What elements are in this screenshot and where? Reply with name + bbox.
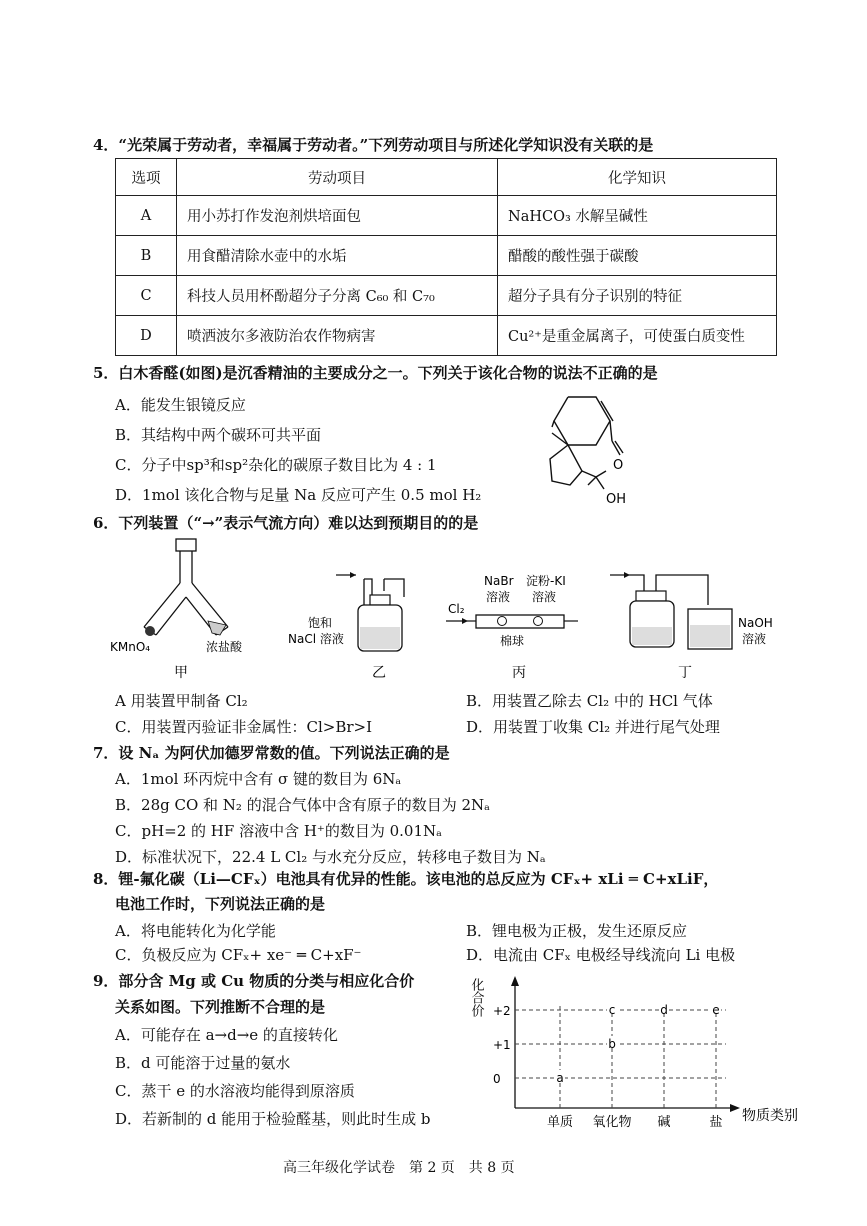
label-ding: 丁 [678, 665, 692, 681]
table-cell: 喷洒波尔多液防治农作物病害 [177, 316, 498, 356]
q8-option-b: B．锂电极为正极，发生还原反应 [466, 922, 688, 940]
q9-option-c: C．蒸干 e 的水溶液均能得到原溶质 [115, 1082, 355, 1100]
q5-option-a: A．能发生银镜反应 [115, 396, 246, 414]
table-header: 选项 [116, 159, 177, 196]
q9-option-d: D．若新制的 d 能用于检验醛基，则此时生成 b [115, 1110, 431, 1128]
table-cell: C [116, 276, 177, 316]
label-naoh1: NaOH [738, 616, 773, 630]
q5-stem: 5．白木香醛(如图)是沉香精油的主要成分之一。下列关于该化合物的说法不正确的是 [93, 364, 658, 382]
q7-option-d: D．标准状况下，22.4 L Cl₂ 与水充分反应，转移电子数目为 Nₐ [115, 848, 546, 866]
apparatus-figure [108, 535, 798, 683]
label-bing: 丙 [512, 665, 526, 681]
label-yi: 乙 [372, 665, 386, 681]
q9-option-b: B．d 可能溶于过量的氨水 [115, 1054, 291, 1072]
q4-table [115, 158, 777, 356]
valence-chart [460, 968, 810, 1133]
q8-option-c: C．负极反应为 CFₓ+ xe⁻ ═ C+xF⁻ [115, 946, 362, 964]
table-cell: D [116, 316, 177, 356]
label-o: O [613, 458, 624, 473]
table-cell: 醋酸的酸性强于碳酸 [498, 236, 777, 276]
label-ki2: 溶液 [532, 590, 557, 604]
table-cell: Cu²⁺是重金属离子，可使蛋白质变性 [498, 316, 777, 356]
table-row [116, 316, 777, 356]
table-header: 劳动项目 [177, 159, 498, 196]
q6-option-c: C．用装置丙验证非金属性：Cl>Br>I [115, 718, 373, 736]
y-tick-label: +1 [493, 1038, 511, 1052]
molecule-structure [530, 385, 670, 510]
data-point-label: c [608, 1003, 616, 1017]
data-point-label: d [660, 1003, 668, 1017]
table-cell: 用食醋清除水壶中的水垢 [177, 236, 498, 276]
q6-option-d: D．用装置丁收集 Cl₂ 并进行尾气处理 [466, 718, 720, 736]
table-header-row [116, 159, 777, 196]
table-cell: 超分子具有分子识别的特征 [498, 276, 777, 316]
label-nacl1: 饱和 [308, 616, 333, 630]
y-tick-label: 0 [493, 1072, 501, 1086]
q5-option-d: D．1mol 该化合物与足量 Na 反应可产生 0.5 mol H₂ [115, 486, 482, 504]
table-cell: 科技人员用杯酚超分子分离 C₆₀ 和 C₇₀ [177, 276, 498, 316]
q9-stem-line1: 9．部分含 Mg 或 Cu 物质的分类与相应化合价 [93, 972, 415, 990]
data-point-label: b [608, 1037, 616, 1051]
label-mianqiu: 棉球 [500, 634, 525, 648]
page-footer: 高三年级化学试卷 第 2 页 共 8 页 [283, 1160, 515, 1176]
label-oh: OH [606, 492, 627, 507]
label-jia: 甲 [174, 665, 188, 681]
q8-option-d: D．电流由 CFₓ 电极经导线流向 Li 电极 [466, 946, 736, 964]
x-tick-label: 碱 [657, 1115, 671, 1130]
label-cl2: Cl₂ [448, 602, 465, 616]
q7-option-a: A．1mol 环丙烷中含有 σ 键的数目为 6Nₐ [115, 770, 402, 788]
label-nabr2: 溶液 [486, 590, 511, 604]
table-cell: 用小苏打作发泡剂烘培面包 [177, 196, 498, 236]
q6-option-a: A 用装置甲制备 Cl₂ [115, 692, 248, 710]
table-row [116, 196, 777, 236]
q7-option-b: B．28g CO 和 N₂ 的混合气体中含有原子的数目为 2Nₐ [115, 796, 490, 814]
q8-option-a: A．将电能转化为化学能 [115, 922, 276, 940]
table-cell: NaHCO₃ 水解呈碱性 [498, 196, 777, 236]
apparatus-jia [110, 539, 243, 681]
label-ki1: 淀粉-KI [526, 574, 566, 588]
x-tick-label: 盐 [709, 1115, 723, 1130]
q7-option-c: C．pH=2 的 HF 溶液中含 H⁺的数目为 0.01Nₐ [115, 822, 442, 840]
q6-option-b: B．用装置乙除去 Cl₂ 中的 HCl 气体 [466, 692, 713, 710]
q9-stem-line2: 关系如图。下列推断不合理的是 [115, 998, 326, 1016]
data-point-label: e [712, 1003, 720, 1017]
table-row [116, 276, 777, 316]
label-naoh2: 溶液 [742, 632, 767, 646]
q5-option-b: B．其结构中两个碳环可共平面 [115, 426, 322, 444]
label-nacl2: NaCl 溶液 [288, 632, 344, 646]
q5-option-c: C．分子中sp³和sp²杂化的碳原子数目比为 4 : 1 [115, 456, 437, 474]
apparatus-bing [446, 573, 578, 681]
x-tick-label: 氧化物 [592, 1115, 632, 1130]
label-hcl: 浓盐酸 [206, 640, 243, 654]
data-point-label: a [556, 1071, 564, 1085]
table-cell: A [116, 196, 177, 236]
q8-stem-line2: 电池工作时，下列说法正确的是 [115, 895, 326, 913]
q4-stem: 4．“光荣属于劳动者，幸福属于劳动者。”下列劳动项目与所述化学知识没有关联的是 [93, 136, 654, 154]
x-tick-label: 单质 [546, 1115, 574, 1130]
label-kmno4: KMnO₄ [110, 640, 151, 654]
y-tick-label: +2 [493, 1004, 511, 1018]
apparatus-ding [610, 572, 773, 681]
apparatus-yi [288, 572, 404, 681]
kmno4-solid [145, 626, 155, 636]
x-axis-label: 物质类别 [742, 1108, 798, 1124]
table-cell: B [116, 236, 177, 276]
label-nabr1: NaBr [484, 574, 514, 588]
q7-stem: 7．设 Nₐ 为阿伏加德罗常数的值。下列说法正确的是 [93, 744, 450, 762]
q8-stem-line1: 8．锂-氟化碳（Li—CFₓ）电池具有优异的性能。该电池的总反应为 CFₓ+ xLi ═ C+xLiF， [93, 870, 719, 888]
q9-option-a: A．可能存在 a→d→e 的直接转化 [115, 1026, 338, 1044]
y-axis-label: 化合价 [468, 978, 484, 1017]
table-row [116, 236, 777, 276]
table-header: 化学知识 [498, 159, 777, 196]
q6-stem: 6．下列装置（“→”表示气流方向）难以达到预期目的的是 [93, 514, 479, 532]
